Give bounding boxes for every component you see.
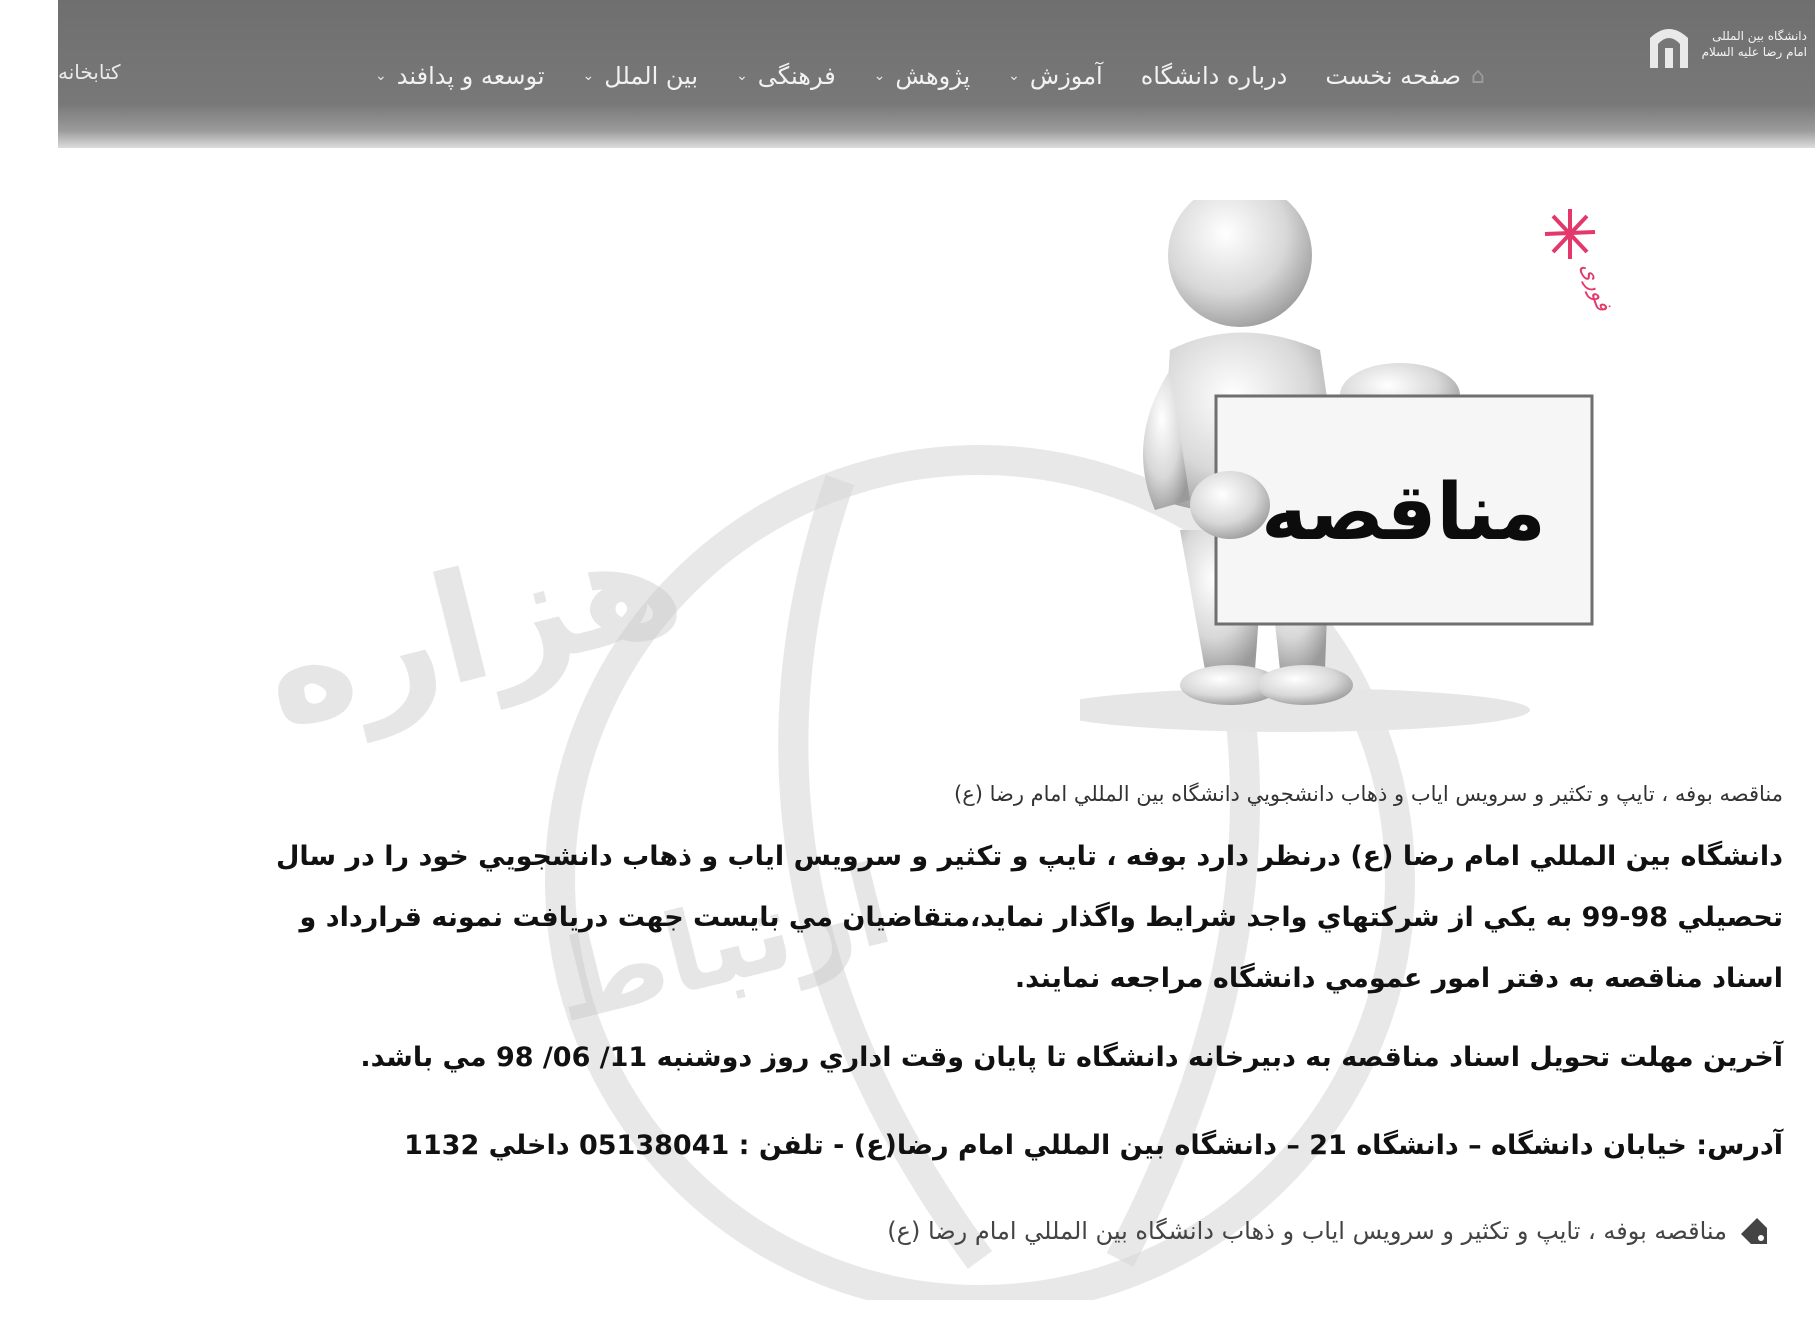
chevron-down-icon: ⌄	[375, 68, 387, 84]
chevron-down-icon: ⌄	[1008, 68, 1020, 84]
nav-development[interactable]	[375, 62, 544, 90]
main-menu	[375, 62, 1485, 90]
nav-development-label: توسعه و پدافند	[396, 62, 545, 90]
handwritten-note-text: فوری	[1575, 259, 1616, 315]
nav-about[interactable]	[1141, 62, 1288, 90]
article-tag[interactable]	[887, 1214, 1771, 1248]
university-logo-icon	[1646, 18, 1692, 70]
article-body: دانشگاه بين المللي امام رضا (ع) درنظر دارد بوفه ، تايپ و تکثير و سرويس اياب و ذهاب دانشجويي خود را در سال تحصيلي 98-99 به يکي از شرکتهاي واجد شرايط واگذار نمايد،متقاضيان مي بايست جهت دريافت نمونه قرارداد و اسناد مناقصه به دفتر امور عمومي دانشگاه مراجعه نمايند.	[275, 841, 1783, 994]
chevron-down-icon: ⌄	[736, 68, 748, 84]
top-navbar	[58, 0, 1815, 148]
article-tag-label: مناقصه بوفه ، تايپ و تکثير و سرويس اياب و ذهاب دانشگاه بين المللي امام رضا (ع)	[887, 1217, 1727, 1245]
chevron-down-icon: ⌄	[873, 68, 886, 84]
chevron-down-icon: ⌄	[582, 68, 595, 84]
nav-cultural-label: فرهنگی	[757, 62, 836, 90]
nav-research-label: پژوهش	[895, 62, 971, 90]
home-icon: ⌂	[1471, 63, 1485, 89]
nav-home-label: صفحه نخست	[1325, 62, 1462, 90]
nav-international-label: بین الملل	[604, 62, 699, 90]
nav-education[interactable]	[1008, 62, 1103, 90]
nav-international[interactable]	[583, 62, 699, 90]
nav-education-label: آموزش	[1029, 62, 1103, 90]
nav-about-label: درباره دانشگاه	[1140, 62, 1288, 90]
brand-line-1: دانشگاه بین المللی	[1712, 29, 1807, 43]
article-caption: مناقصه بوفه ، تايپ و تکثير و سرويس اياب و ذهاب دانشجويي دانشگاه بين المللي امام رضا (ع)	[954, 782, 1783, 806]
tag-icon	[1737, 1214, 1771, 1248]
nav-cultural[interactable]	[736, 62, 836, 90]
watermark-text-2: ارتباط	[539, 840, 904, 1048]
watermark-text-1: هزاره	[245, 491, 699, 763]
article-address: آدرس: خيابان دانشگاه – دانشگاه 21 – دانشگاه بين المللي امام رضا(ع) - تلفن : 05138041 داخلي 1132	[404, 1130, 1783, 1161]
article-deadline: آخرين مهلت تحويل اسناد مناقصه به دبيرخانه دانشگاه تا پايان وقت اداري روز دوشنبه 11/ 06/ 98 مي باشد.	[360, 1042, 1783, 1073]
nav-research[interactable]	[874, 62, 971, 90]
tender-sign-text: مناقصه	[1261, 467, 1546, 558]
nav-home[interactable]	[1325, 62, 1485, 90]
university-brand[interactable]	[1646, 18, 1807, 70]
brand-name	[1702, 28, 1807, 60]
nav-library[interactable]: کتابخانه	[58, 60, 121, 84]
brand-line-2: امام رضا علیه السلام	[1701, 45, 1807, 59]
